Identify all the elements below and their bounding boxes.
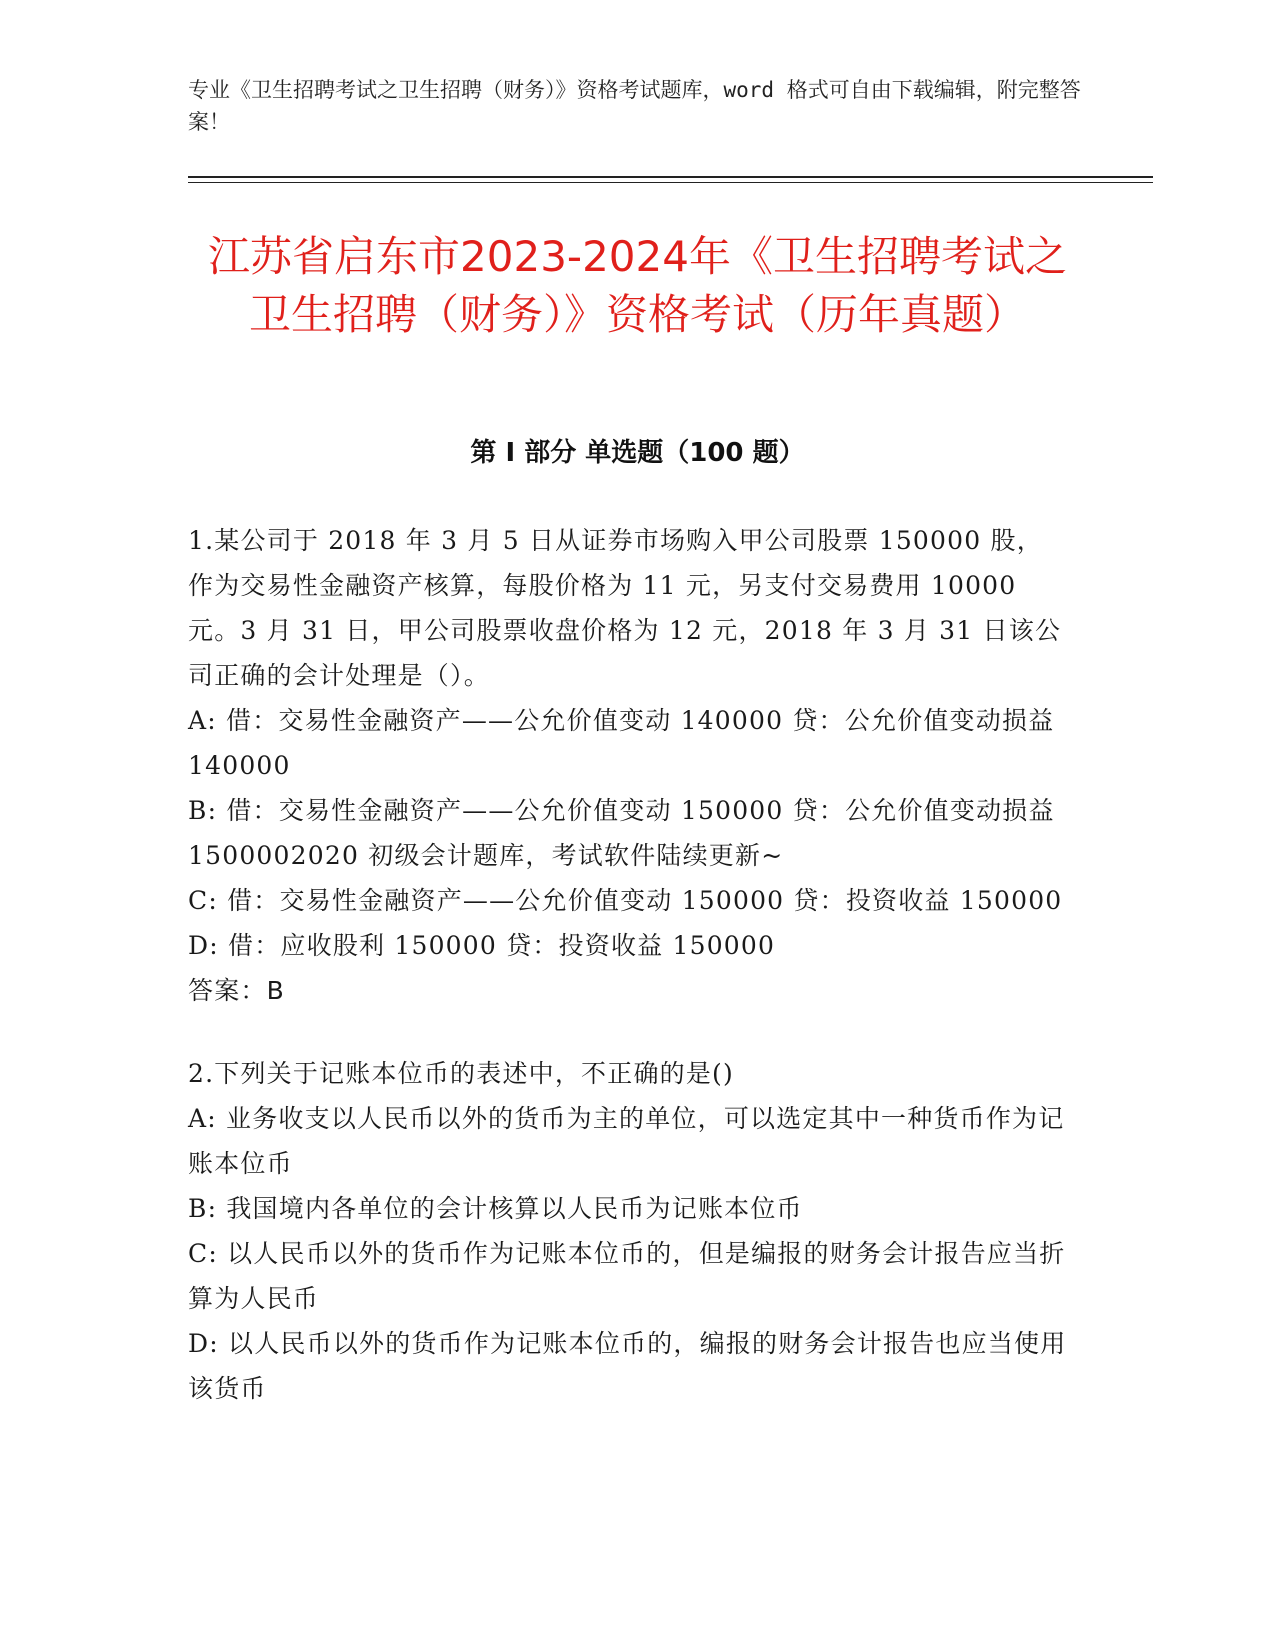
option-b: B: 借：交易性金融资产——公允价值变动 150000 贷：公允价值变动损益 1500002020 初级会计题库，考试软件陆续更新~: [188, 796, 1055, 870]
question-list: [188, 518, 1068, 1449]
header-divider-thin: [188, 182, 1153, 183]
option-b: B: 我国境内各单位的会计核算以人民币为记账本位币: [188, 1194, 803, 1223]
option-a: A: 借：交易性金融资产——公允价值变动 140000 贷：公允价值变动损益 140000: [188, 706, 1055, 780]
header-divider-thick: [188, 176, 1153, 178]
question-stem: 2.下列关于记账本位币的表述中，不正确的是(): [188, 1059, 734, 1088]
option-d: D: 以人民币以外的货币作为记账本位币的，编报的财务会计报告也应当使用该货币: [188, 1329, 1067, 1403]
option-d: D: 借：应收股利 150000 贷：投资收益 150000: [188, 931, 776, 960]
question-2: [188, 1051, 1068, 1411]
option-c: C: 以人民币以外的货币作为记账本位币的，但是编报的财务会计报告应当折算为人民币: [188, 1239, 1066, 1313]
option-c: C: 借：交易性金融资产——公允价值变动 150000 贷：投资收益 150000: [188, 886, 1063, 915]
question-1: [188, 518, 1068, 1013]
option-a: A: 业务收支以人民币以外的货币为主的单位，可以选定其中一种货币作为记账本位币: [188, 1104, 1065, 1178]
document-title: 江苏省启东市2023-2024年《卫生招聘考试之卫生招聘（财务）》资格考试（历年真题）: [208, 232, 1067, 339]
section-heading: 第 I 部分 单选题（100 题）: [470, 438, 805, 468]
answer: 答案：B: [188, 976, 285, 1005]
header-note: 专业《卫生招聘考试之卫生招聘（财务）》资格考试题库，word 格式可自由下载编辑，附完整答案！: [188, 78, 1081, 134]
question-stem: 1.某公司于 2018 年 3 月 5 日从证券市场购入甲公司股票 150000 股，作为交易性金融资产核算，每股价格为 11 元，另支付交易费用 10000 元。3 月 31 日，甲公司股票收盘价格为 12 元，2018 年 3 月 31 日该公司正确的会计处理是（）。: [188, 526, 1062, 690]
